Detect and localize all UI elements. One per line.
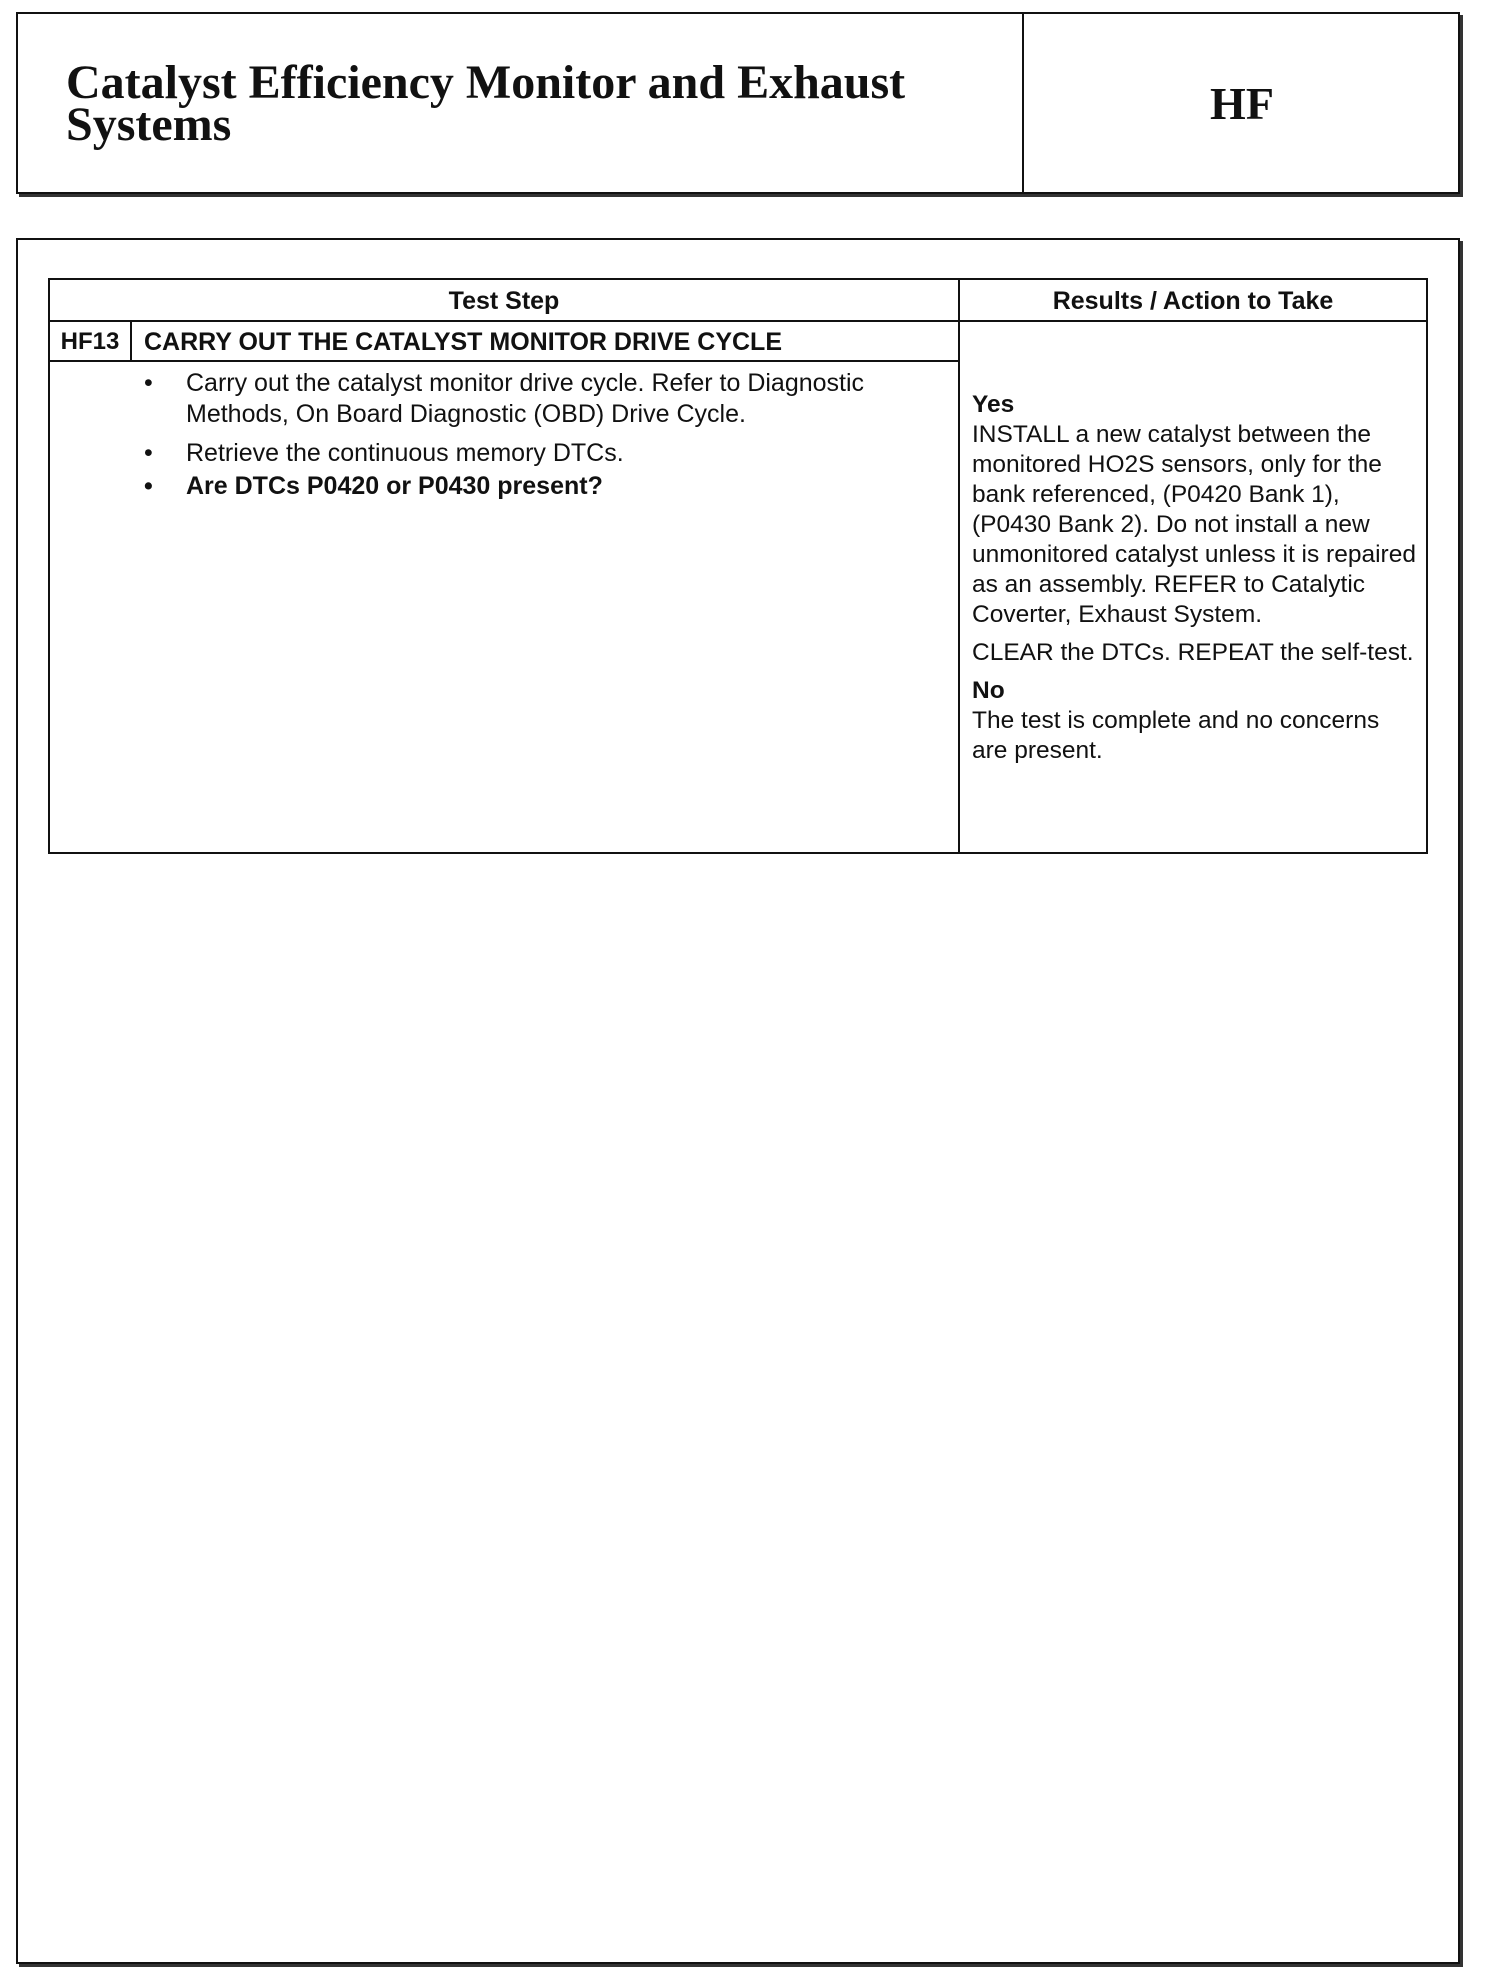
yes-label: Yes (972, 391, 1015, 418)
step-id: HF13 (60, 328, 120, 355)
results-column (972, 390, 1420, 766)
section-code: HF (1210, 77, 1274, 129)
no-label: No (972, 677, 1005, 704)
yes-followup: CLEAR the DTCs. REPEAT the self-test. (972, 639, 1414, 666)
column-divider (958, 280, 960, 852)
list-item: • Carry out the catalyst monitor drive cycle. Refer to Diagnostic Methods, On Board Diagnostic (OBD) Drive Cycle. (142, 368, 942, 430)
no-action: The test is complete and no concerns are present. (972, 707, 1380, 764)
step-title-rule (50, 360, 958, 362)
step-instructions (142, 368, 942, 510)
list-item-question: • Are DTCs P0420 or P0430 present? (142, 471, 942, 502)
page-header (16, 12, 1460, 194)
step-id-divider (130, 320, 132, 362)
step-title: CARRY OUT THE CATALYST MONITOR DRIVE CYCLE (144, 328, 783, 356)
section-title: Catalyst Efficiency Monitor and Exhaust Systems (66, 56, 906, 151)
test-step-table (48, 278, 1428, 854)
yes-action: INSTALL a new catalyst between the monitored HO2S sensors, only for the bank referenced, (P0420 Bank 1), (P0430 Bank 2). Do not install a new unmonitored catalyst unless it is repaired as an assembly. REFER to Catalytic Coverter, Exhaust System. (972, 421, 1416, 628)
column-header-results: Results / Action to Take (1052, 287, 1334, 315)
column-header-test-step: Test Step (448, 287, 560, 315)
list-item: • Retrieve the continuous memory DTCs. (142, 438, 942, 469)
